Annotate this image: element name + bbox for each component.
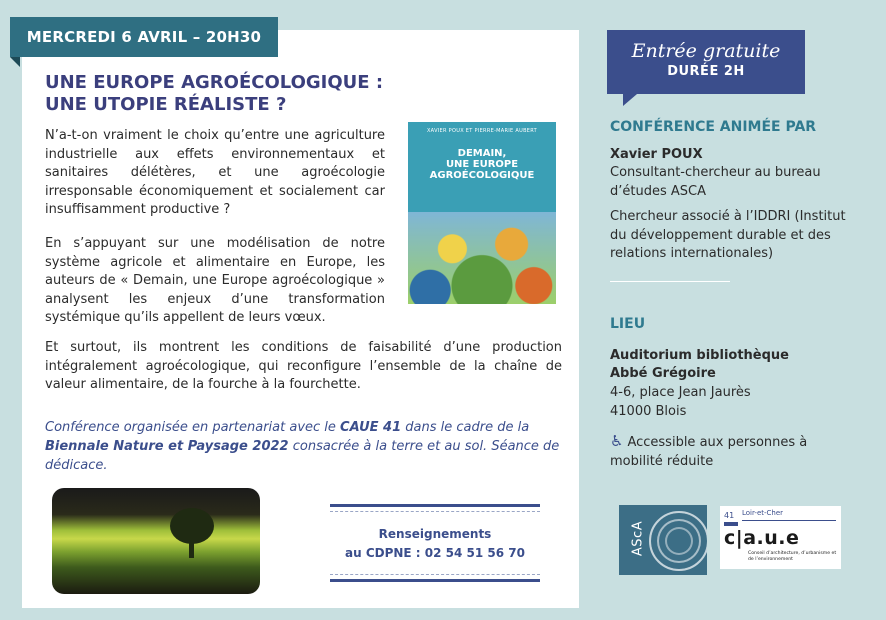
venue-heading: LIEU	[610, 316, 646, 332]
caue-bar	[724, 522, 738, 526]
conditions-paragraph: Et surtout, ils montrent les conditions de faisabilité d’une production intégralement agroécologique, qui reconfigure l’ensemble de la chaîne de valeur alimentaire, de la fourche à la fourchette.	[45, 340, 562, 392]
partner-text-1: Conférence organisée en partenariat avec le	[45, 420, 341, 435]
modeling-paragraph: En s’appuyant sur une modélisation de notre système agricole et alimentaire en Europe, les auteurs de « Demain, une Europe agroécologique » analysent les enjeux d’une transformation systémique qu’ils appellent de leurs vœux.	[45, 236, 385, 325]
section-divider	[610, 281, 730, 282]
book-cover	[408, 122, 556, 304]
divider-bottom	[330, 574, 540, 575]
partner-caue: CAUE 41	[340, 420, 402, 435]
venue-name-1: Auditorium bibliothèque	[610, 348, 789, 363]
caue-description: Conseil d’architecture, d’urbanisme et de l’environnement	[748, 551, 837, 562]
landscape-photo	[52, 488, 260, 594]
book-title	[408, 148, 556, 181]
book-title-line-2: UNE EUROPE	[445, 159, 519, 170]
caue-logo	[720, 506, 841, 569]
partner-biennale: Biennale Nature et Paysage 2022	[45, 439, 289, 454]
badge-tail	[623, 94, 637, 106]
title-line-1: UNE EUROPE AGROÉCOLOGIQUE :	[45, 72, 384, 93]
speaker-name: Xavier POUX	[610, 147, 703, 162]
free-entry-label: Entrée gratuite	[631, 40, 781, 62]
tree-trunk	[189, 540, 194, 558]
duration-label: DURÉE 2H	[667, 64, 745, 79]
banner-fold	[10, 57, 20, 67]
partner-text-2: dans le cadre de la	[401, 420, 530, 435]
book-title-line-3: AGROÉCOLOGIQUE	[429, 170, 535, 181]
speaker-role-1: Consultant-chercheur au bureau d’études ASCA	[610, 165, 821, 199]
contact-line-1: Renseignements	[378, 527, 492, 541]
asca-swirl-icon	[649, 511, 707, 571]
divider-top	[330, 511, 540, 512]
book-illustration	[408, 212, 556, 304]
partner-text-3: consacrée à la terre et au sol. Séance de dédicace.	[45, 439, 560, 473]
page-title	[45, 72, 445, 116]
caue-department: Loir-et-Cher	[742, 509, 784, 517]
speaker-heading: CONFÉRENCE ANIMÉE PAR	[610, 119, 817, 135]
asca-logo-text: AScA	[630, 520, 646, 557]
caue-wordmark: c|a.u.e	[724, 527, 800, 549]
intro-paragraph: N’a-t-on vraiment le choix qu’entre une agriculture industrielle aux effets environnementaux et sanitaires délétères, et une agroécologie irresponsable économiquement et socialement car insuffisamment productive ?	[45, 128, 385, 217]
caue-line	[742, 520, 836, 521]
title-line-2: UNE UTOPIE RÉALISTE ?	[45, 94, 287, 115]
venue-address: 4-6, place Jean Jaurès	[610, 385, 751, 400]
contact-phone: au CDPNE : 02 54 51 56 70	[345, 546, 525, 560]
venue-city: 41000 Blois	[610, 404, 687, 419]
book-authors: XAVIER POUX ET PIERRE-MARIE AUBERT	[426, 128, 538, 134]
tree-crown	[170, 508, 214, 544]
date-banner: MERCREDI 6 AVRIL – 20H30	[10, 17, 278, 57]
asca-logo	[619, 505, 707, 575]
accessibility-note	[610, 432, 840, 471]
venue-name-2: Abbé Grégoire	[610, 366, 716, 381]
accessibility-text: Accessible aux personnes à mobilité réduite	[610, 435, 808, 469]
caue-number: 41	[724, 511, 735, 520]
entry-badge	[607, 30, 805, 94]
speaker-role-2: Chercheur associé à l’IDDRI (Institut du développement durable et des relations internationales)	[610, 209, 846, 261]
book-title-line-1: DEMAIN,	[457, 148, 507, 159]
wheelchair-icon: ♿	[610, 432, 624, 450]
contact-box	[330, 504, 540, 582]
contact-text	[330, 525, 540, 563]
partner-note	[45, 418, 565, 475]
